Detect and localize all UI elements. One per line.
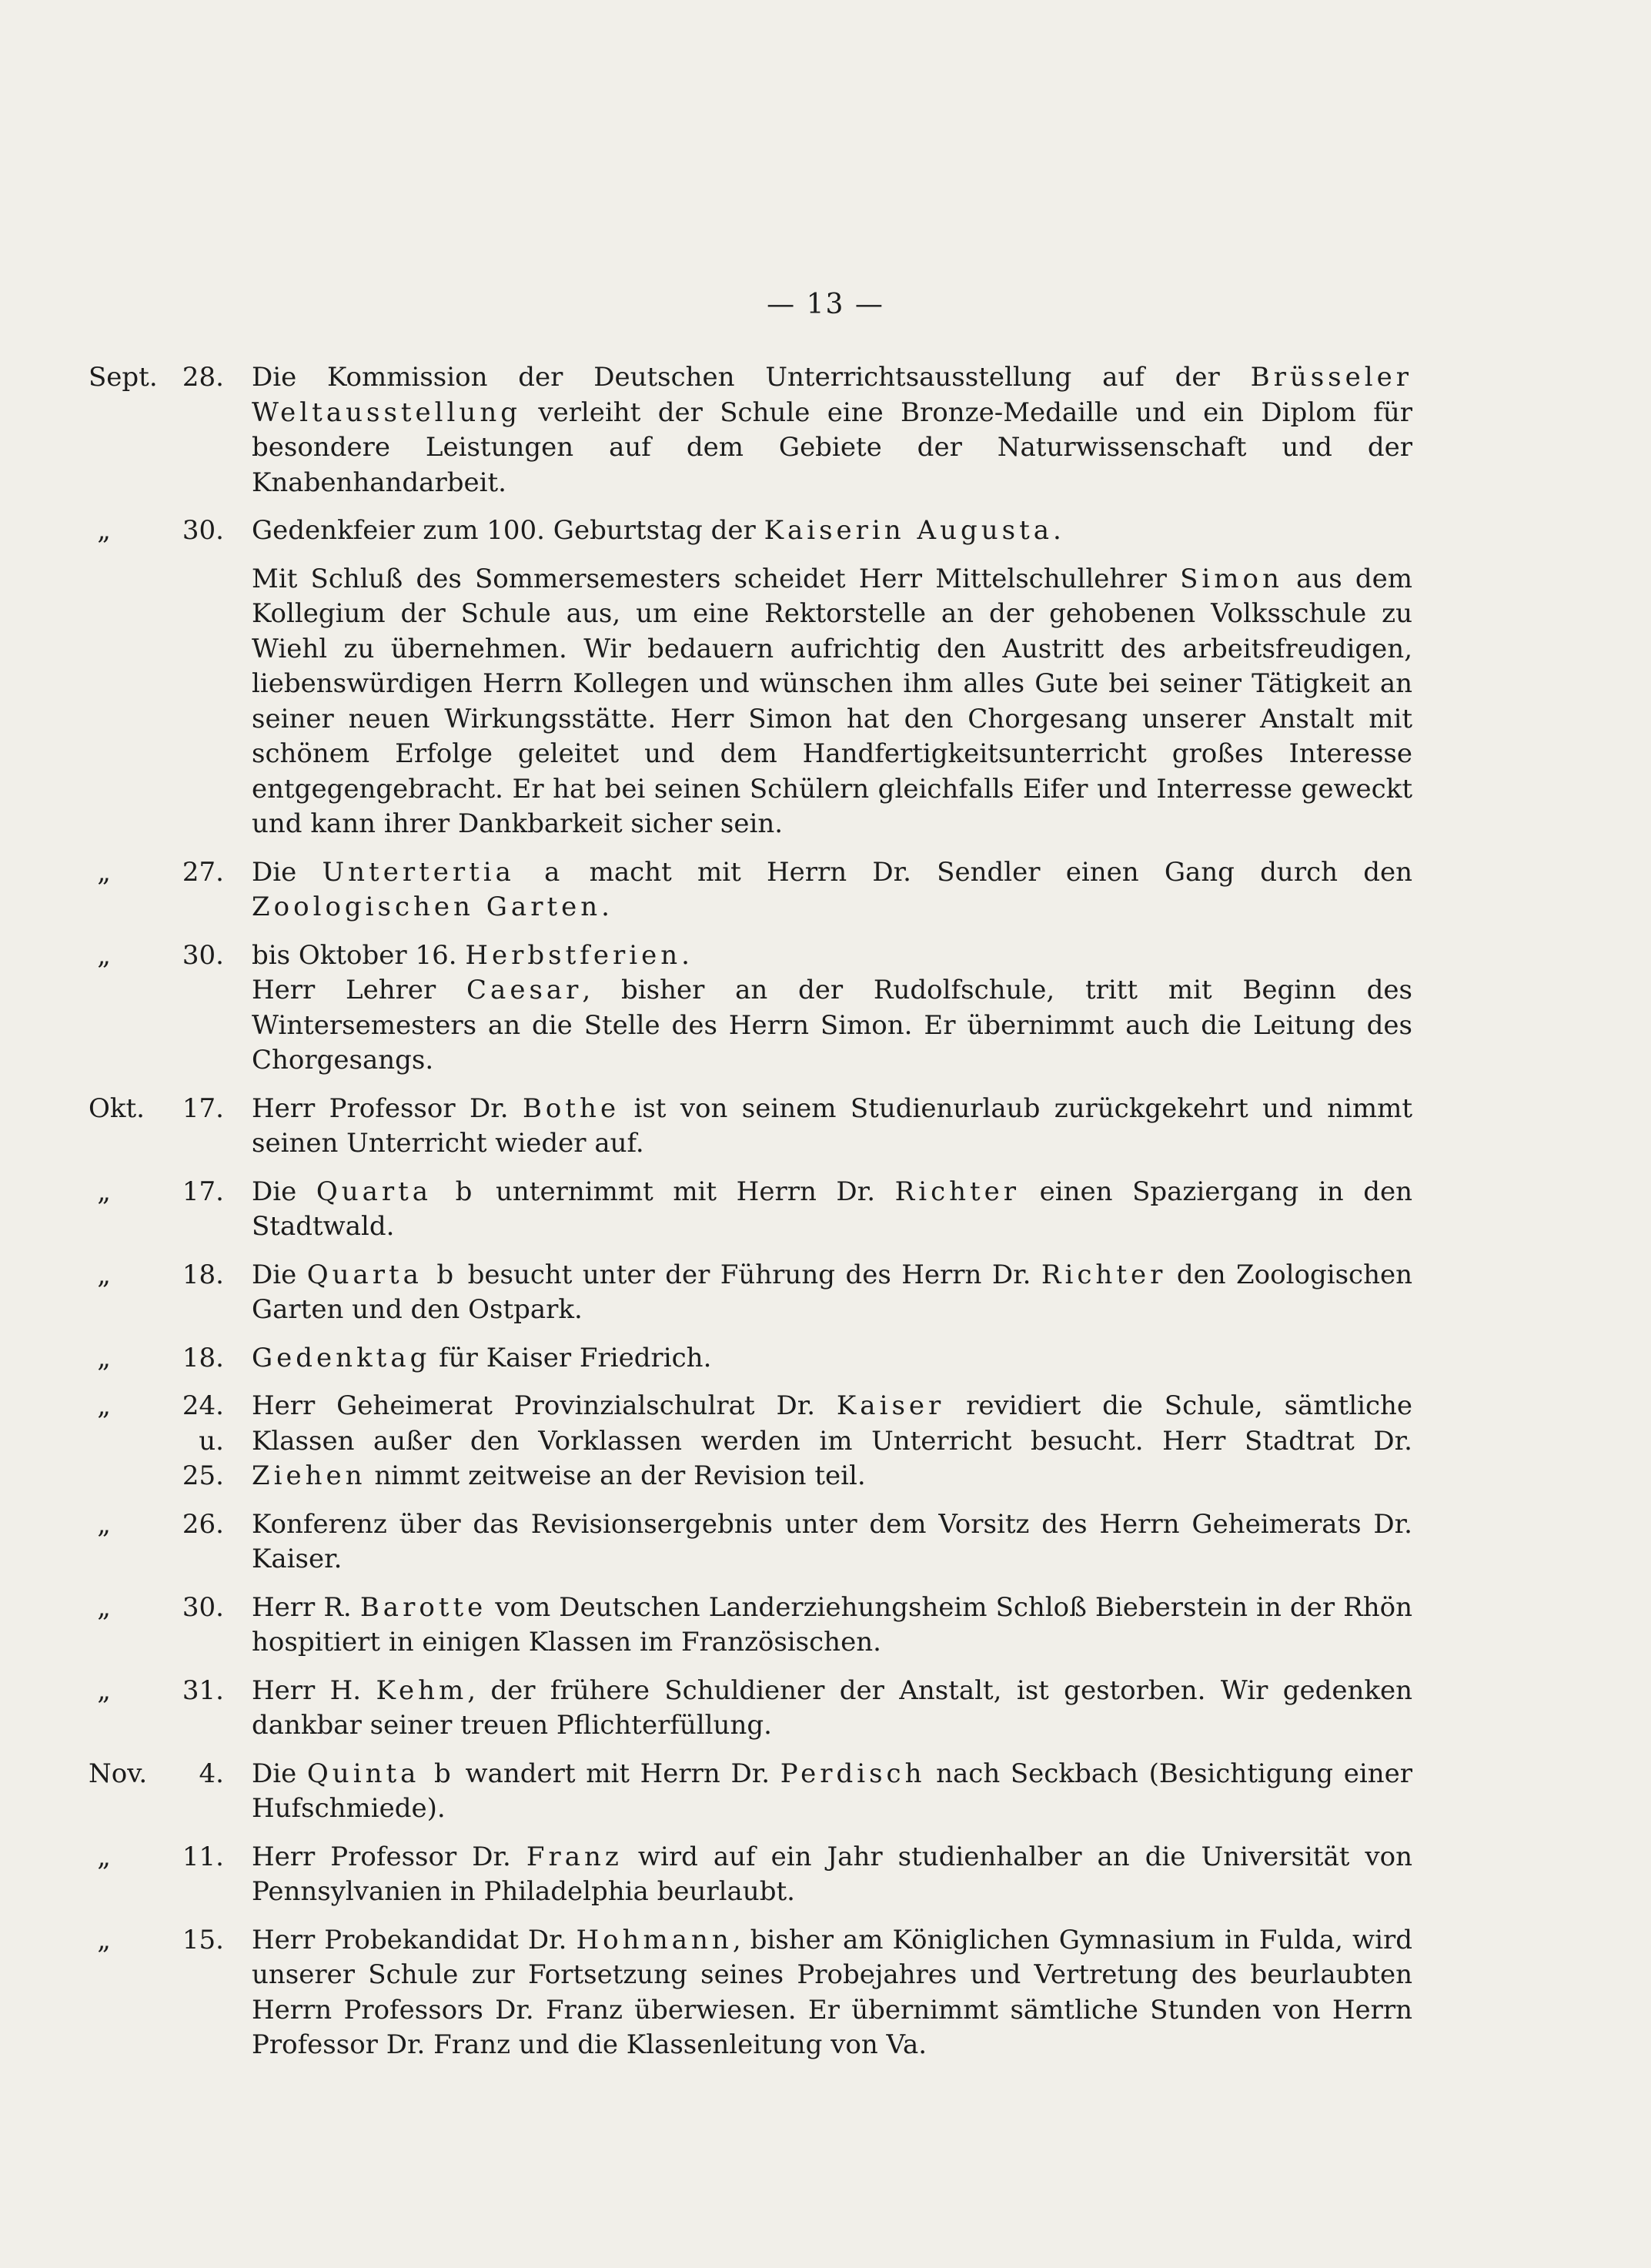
spaced-emphasis: Zoologischen Garten [252, 891, 602, 922]
chronicle-entry [89, 1507, 1412, 1577]
spaced-emphasis: Untertertia a [322, 856, 564, 888]
entry-day [159, 1389, 252, 1494]
chronicle-entry [89, 938, 1412, 1079]
entry-text-segment: einen Spaziergang in den Stadtwald. [252, 1176, 1413, 1242]
ditto-mark: „ [97, 515, 111, 546]
chronicle-entry [89, 513, 1412, 549]
spaced-emphasis: Bothe [522, 1092, 620, 1124]
spaced-emphasis: Herbstferien [465, 939, 682, 971]
entry-text-segment: Herr R. [252, 1591, 360, 1623]
entry-day-number: 4. [199, 1758, 224, 1789]
entry-month [89, 1923, 159, 2063]
entry-day-number: 18. [182, 1259, 224, 1290]
entry-text [252, 1757, 1412, 1827]
entry-day [159, 1175, 252, 1245]
entry-month [89, 1507, 159, 1577]
ditto-mark: „ [97, 939, 111, 971]
spaced-emphasis: Perdisch [780, 1758, 926, 1789]
spaced-emphasis: Franz [526, 1841, 623, 1872]
entry-text [252, 1389, 1412, 1494]
entry-text [252, 513, 1412, 549]
ditto-mark: „ [97, 1176, 111, 1207]
entry-text [252, 1674, 1412, 1744]
chronicle-entry [89, 1757, 1412, 1827]
entry-month: Sept. [89, 362, 158, 393]
chronicle-entry [89, 1175, 1412, 1245]
ditto-mark: „ [97, 1390, 111, 1421]
entry-day [159, 1341, 252, 1377]
entry-text-segment: , der frühere Schuldiener der Anstalt, ist gestorben. Wir gedenken dankbar seiner treuen Pflichterfüllung. [252, 1674, 1412, 1741]
entry-text-segment: Herr H. [252, 1674, 376, 1706]
entry-day [159, 1674, 252, 1744]
ditto-mark: „ [97, 1259, 111, 1290]
entry-day-number: 11. [182, 1841, 224, 1872]
entry-month [89, 1840, 159, 1910]
entry-day-number: 30. [182, 515, 224, 546]
entry-day [159, 1757, 252, 1827]
entry-month [89, 1341, 159, 1377]
entry-text-segment: . [601, 891, 610, 922]
entry-text-segment: unternimmt mit Herrn Dr. [476, 1176, 895, 1207]
entry-text-segment: Die [252, 1176, 316, 1207]
entry-text [252, 1175, 1412, 1245]
chronicle-entry [89, 1591, 1412, 1661]
spaced-emphasis: Gedenktag [252, 1342, 431, 1373]
spaced-emphasis: Quarta b [316, 1176, 476, 1207]
chronicle-entry [89, 1840, 1412, 1910]
entry-text-segment: nach Seckbach (Besichtigung einer Hufschmiede). [252, 1758, 1412, 1824]
entry-day [159, 1923, 252, 2063]
entry-text [252, 1507, 1412, 1577]
entry-text [252, 855, 1412, 925]
entry-month [89, 855, 159, 925]
entry-month [89, 1258, 159, 1328]
entry-text-segment: für Kaiser Friedrich. [430, 1342, 712, 1373]
entry-text [252, 1840, 1412, 1910]
ditto-mark: „ [97, 1924, 111, 1955]
entry-text-segment: den Zoologischen Garten und den Ostpark. [252, 1259, 1413, 1325]
entry-text [252, 562, 1412, 842]
entry-month [89, 1175, 159, 1245]
ditto-mark: „ [97, 1508, 111, 1540]
entry-text [252, 1591, 1412, 1661]
chronicle-list [89, 360, 1412, 2076]
entry-day [159, 1507, 252, 1577]
entry-text [252, 1092, 1412, 1162]
entry-month: Nov. [89, 1758, 148, 1789]
entry-text-segment: Konferenz über das Revisionsergebnis unter dem Vorsitz des Herrn Geheimerats Dr. Kaiser. [252, 1508, 1412, 1574]
entry-text-segment: , bisher an der Rudolfschule, tritt mit Beginn des Wintersemesters an die Stelle des Herrn Simon. Er übernimmt auch die Leitung des Chorgesangs. [252, 975, 1413, 1075]
spaced-emphasis: Quarta b [306, 1259, 458, 1290]
entry-day-number: 30. [182, 1591, 224, 1623]
entry-day [159, 938, 252, 1079]
entry-text-segment: revidiert die Schule, sämtliche Klassen außer den Vorklassen werden im Unterricht besucht. Herr Stadtrat Dr. [252, 1390, 1412, 1457]
spaced-emphasis: Kehm [376, 1674, 468, 1706]
entry-text-segment: nimmt zeitweise an der Revision teil. [366, 1460, 866, 1491]
spaced-emphasis: Richter [1041, 1259, 1167, 1290]
spaced-emphasis: Simon [1180, 563, 1283, 594]
entry-day-number: 17. [182, 1092, 224, 1124]
entry-month [89, 938, 159, 1079]
entry-text [252, 1341, 1412, 1377]
spaced-emphasis: Kaiserin Augusta [764, 515, 1054, 546]
entry-text [252, 360, 1412, 500]
entry-month: Okt. [89, 1092, 145, 1124]
entry-text-segment: macht mit Herrn Dr. Sendler einen Gang durch den [563, 856, 1413, 888]
entry-text-segment: aus dem Kollegium der Schule aus, um eine Rektorstelle an der gehobenen Volksschule zu Wiehl zu übernehmen. Wir bedauern aufrichtig den Austritt des arbeitsfreudigen, liebenswürdigen Herrn Kollegen und wünschen ihm alles Gute bei seiner Tätigkeit an seiner neuen Wirkungsstätte. Herr Simon hat den Chorgesang unserer Anstalt mit schönem Erfolge geleitet und dem Handfertigkeitsunterricht großes Interesse entgegengebracht. Er hat bei seinen Schülern gleichfalls Eifer und Interresse geweckt und kann ihrer Dankbarkeit sicher sein. [252, 563, 1412, 839]
entry-day [159, 1591, 252, 1661]
chronicle-entry [89, 1092, 1412, 1162]
entry-day [159, 1092, 252, 1162]
chronicle-entry [89, 855, 1412, 925]
entry-text [252, 1258, 1412, 1328]
entry-text-segment: wandert mit Herrn Dr. [454, 1758, 780, 1789]
entry-text-segment: wird auf ein Jahr studienhalber an die Universität von Pennsylvanien in Philadelphia beurlaubt. [252, 1841, 1413, 1907]
entry-text [252, 938, 1412, 1079]
entry-day [159, 1258, 252, 1328]
chronicle-entry [89, 562, 1412, 842]
entry-day [159, 855, 252, 925]
entry-day-number: 28. [182, 362, 224, 393]
entry-text-segment: vom Deutschen Landerziehungsheim Schloß Bieberstein in der Rhön hospitiert in einigen Klassen im Französischen. [252, 1591, 1412, 1658]
entry-text-segment: besucht unter der Führung des Herrn Dr. [457, 1259, 1041, 1290]
entry-day [159, 513, 252, 549]
entry-text-segment: Herr Geheimerat Provinzialschulrat Dr. [252, 1390, 837, 1421]
entry-day-number: 18. [182, 1342, 224, 1373]
entry-month [89, 1674, 159, 1744]
entry-month [89, 1389, 159, 1494]
ditto-mark: „ [97, 856, 111, 888]
spaced-emphasis: Barotte [359, 1591, 487, 1623]
entry-text-segment: Die [252, 856, 323, 888]
entry-month [89, 1591, 159, 1661]
spaced-emphasis: Ziehen [252, 1460, 366, 1491]
chronicle-entry [89, 1923, 1412, 2063]
entry-day-number: 24. u. 25. [182, 1390, 224, 1491]
entry-day-number: 30. [182, 939, 224, 971]
entry-text-segment: verleiht der Schule eine Bronze-Medaille und ein Diplom für besondere Leistungen auf dem Gebiete der Naturwissenschaft und der Knabenhandarbeit. [252, 396, 1412, 498]
chronicle-entry [89, 1341, 1412, 1377]
spaced-emphasis: Caesar [466, 975, 583, 1005]
chronicle-entry [89, 1258, 1412, 1328]
entry-text-segment: Die [252, 1758, 307, 1789]
spaced-emphasis: Richter [894, 1176, 1021, 1207]
spaced-emphasis: Brüsseler Weltausstellung [252, 362, 1412, 428]
entry-day-number: 31. [182, 1674, 224, 1706]
entry-text-segment: Die Kommission der Deutschen Unterrichtsausstellung auf der [252, 362, 1251, 393]
entry-text-segment: bis Oktober 16. [252, 939, 466, 971]
entry-text-segment: . [681, 939, 690, 971]
entry-text-segment: Herr Lehrer [252, 975, 467, 1005]
entry-text-segment: , bisher am Königlichen Gymnasium in Fulda, wird unserer Schule zur Fortsetzung seines Probejahres und Vertretung des beurlaubten Herrn Professors Dr. Franz überwiesen. Er übernimmt sämtliche Stunden von Herrn Professor Dr. Franz und die Klassenleitung von Va. [252, 1924, 1412, 2060]
entry-text-segment: Gedenkfeier zum 100. Geburtstag der [252, 515, 764, 546]
entry-text-segment: Herr Professor Dr. [252, 1841, 526, 1872]
ditto-mark: „ [97, 1674, 111, 1706]
entry-text-segment: Die [252, 1259, 307, 1290]
entry-day-number: 27. [182, 856, 224, 888]
entry-text-segment: Mit Schluß des Sommersemesters scheidet Herr Mittelschullehrer [252, 563, 1181, 594]
entry-day-number: 26. [182, 1508, 224, 1540]
ditto-mark: „ [97, 1591, 111, 1623]
chronicle-entry [89, 360, 1412, 500]
spaced-emphasis: Quinta b [306, 1758, 455, 1789]
entry-day-number: 15. [182, 1924, 224, 1955]
entry-month [89, 513, 159, 549]
chronicle-entry [89, 1389, 1412, 1494]
entry-text-segment: . [1053, 515, 1061, 546]
entry-text [252, 1923, 1412, 2063]
entry-day [159, 360, 252, 500]
ditto-mark: „ [97, 1841, 111, 1872]
entry-text-segment: Herr Professor Dr. [252, 1092, 523, 1124]
entry-day-number: 17. [182, 1176, 224, 1207]
chronicle-entry [89, 1674, 1412, 1744]
page-number: — 13 — [767, 289, 884, 320]
spaced-emphasis: Hohmann [576, 1924, 733, 1955]
spaced-emphasis: Kaiser [836, 1390, 945, 1421]
entry-text-segment: Herr Probekandidat Dr. [252, 1924, 577, 1955]
entry-text-segment: ist von seinem Studienurlaub zurückgekehrt und nimmt seinen Unterricht wieder auf. [252, 1092, 1412, 1159]
entry-day [159, 1840, 252, 1910]
ditto-mark: „ [97, 1342, 111, 1373]
